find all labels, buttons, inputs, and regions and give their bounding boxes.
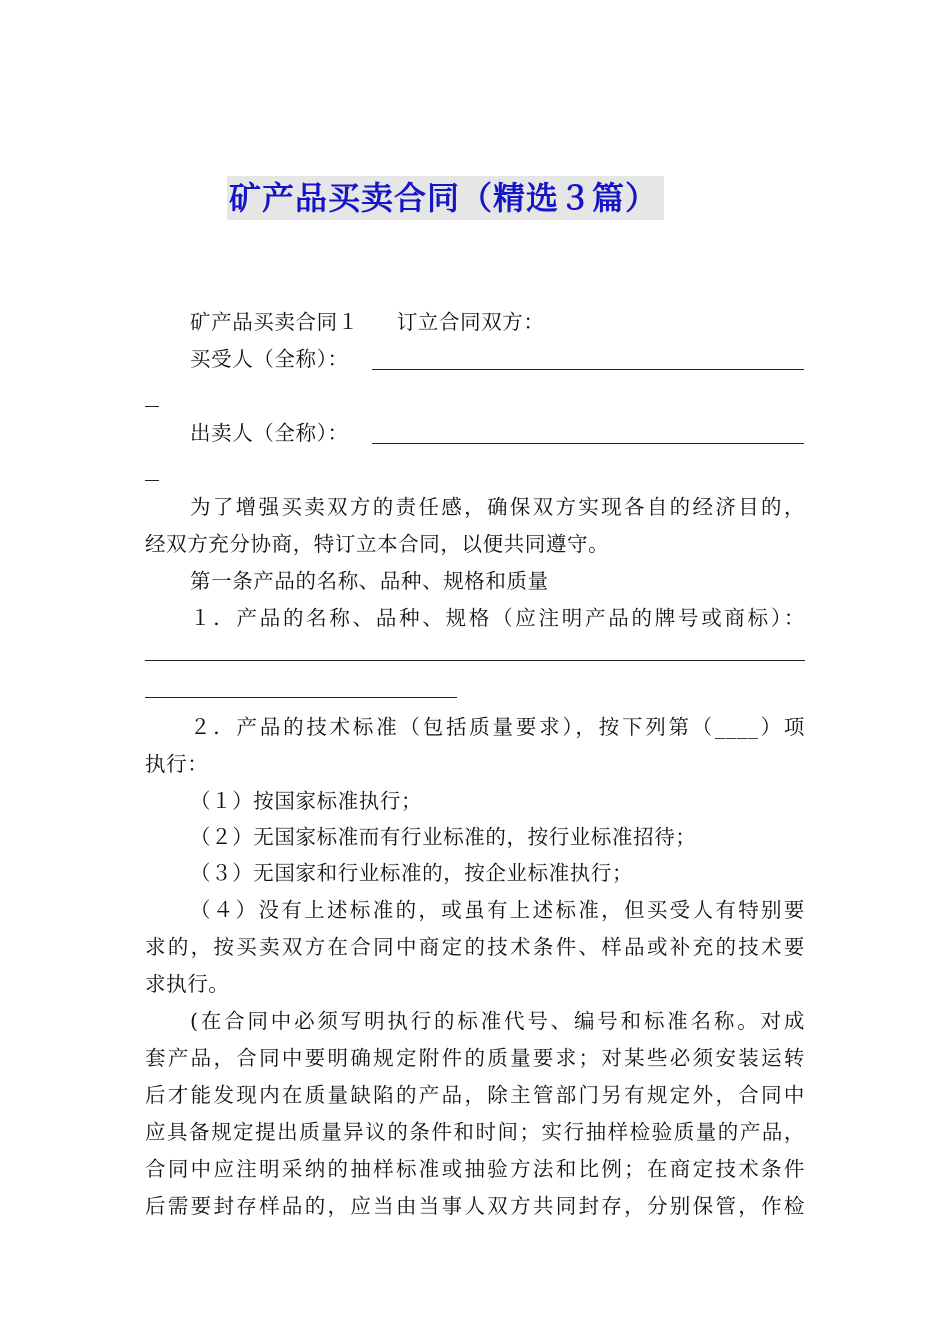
buyer-name-blank <box>372 369 804 370</box>
note-line-1: (在合同中必须写明执行的标准代号、编号和标准名称。对成 <box>190 1009 805 1033</box>
item-1-text: １．产品的名称、品种、规格（应注明产品的牌号或商标）： <box>190 606 805 630</box>
contract-number: 矿产品买卖合同１ <box>190 310 359 334</box>
option-4-line-2: 求的，按买卖双方在合同中商定的技术条件、样品或补充的技术要 <box>145 935 805 959</box>
note-line-5: 合同中应注明采纳的抽样标准或抽验方法和比例；在商定技术条件 <box>145 1157 805 1181</box>
article-1-heading: 第一条产品的名称、品种、规格和质量 <box>190 569 549 593</box>
option-4-line-1: （４）没有上述标准的，或虽有上述标准，但买受人有特别要 <box>190 898 805 922</box>
parties-label: 订立合同双方： <box>396 310 545 334</box>
item-2-line-1: ２．产品的技术标准（包括质量要求），按下列第（____）项 <box>190 715 805 739</box>
note-line-3: 后才能发现内在质量缺陷的产品，除主管部门另有规定外，合同中 <box>145 1083 805 1107</box>
option-1: （１）按国家标准执行； <box>190 789 423 813</box>
buyer-label: 买受人（全称）： <box>190 347 349 371</box>
option-2: （２）无国家标准而有行业标准的，按行业标准招待； <box>190 825 697 849</box>
note-line-6: 后需要封存样品的，应当由当事人双方共同封存，分别保管，作检 <box>145 1194 805 1218</box>
note-line-4: 应具备规定提出质量异议的条件和时间；实行抽样检验质量的产品， <box>145 1120 805 1144</box>
option-4-line-3: 求执行。 <box>145 972 230 996</box>
document-title: 矿产品买卖合同（精选３篇） <box>227 176 664 220</box>
purpose-line-1: 为了增强买卖双方的责任感，确保双方实现各自的经济目的， <box>190 495 805 519</box>
contract-heading-line <box>190 307 805 337</box>
item-1-blank-2 <box>145 697 457 698</box>
seller-name-blank-tail <box>145 480 159 481</box>
item-2-line-2: 执行： <box>145 752 209 776</box>
purpose-line-2: 经双方充分协商，特订立本合同，以便共同遵守。 <box>145 532 610 556</box>
note-line-2: 套产品，合同中要明确规定附件的质量要求；对某些必须安装运转 <box>145 1046 805 1070</box>
seller-name-blank <box>372 443 804 444</box>
buyer-name-blank-tail <box>145 406 159 407</box>
option-3: （３）无国家和行业标准的，按企业标准执行； <box>190 861 634 885</box>
seller-label: 出卖人（全称）： <box>190 421 349 445</box>
item-1-blank-1 <box>145 660 805 661</box>
